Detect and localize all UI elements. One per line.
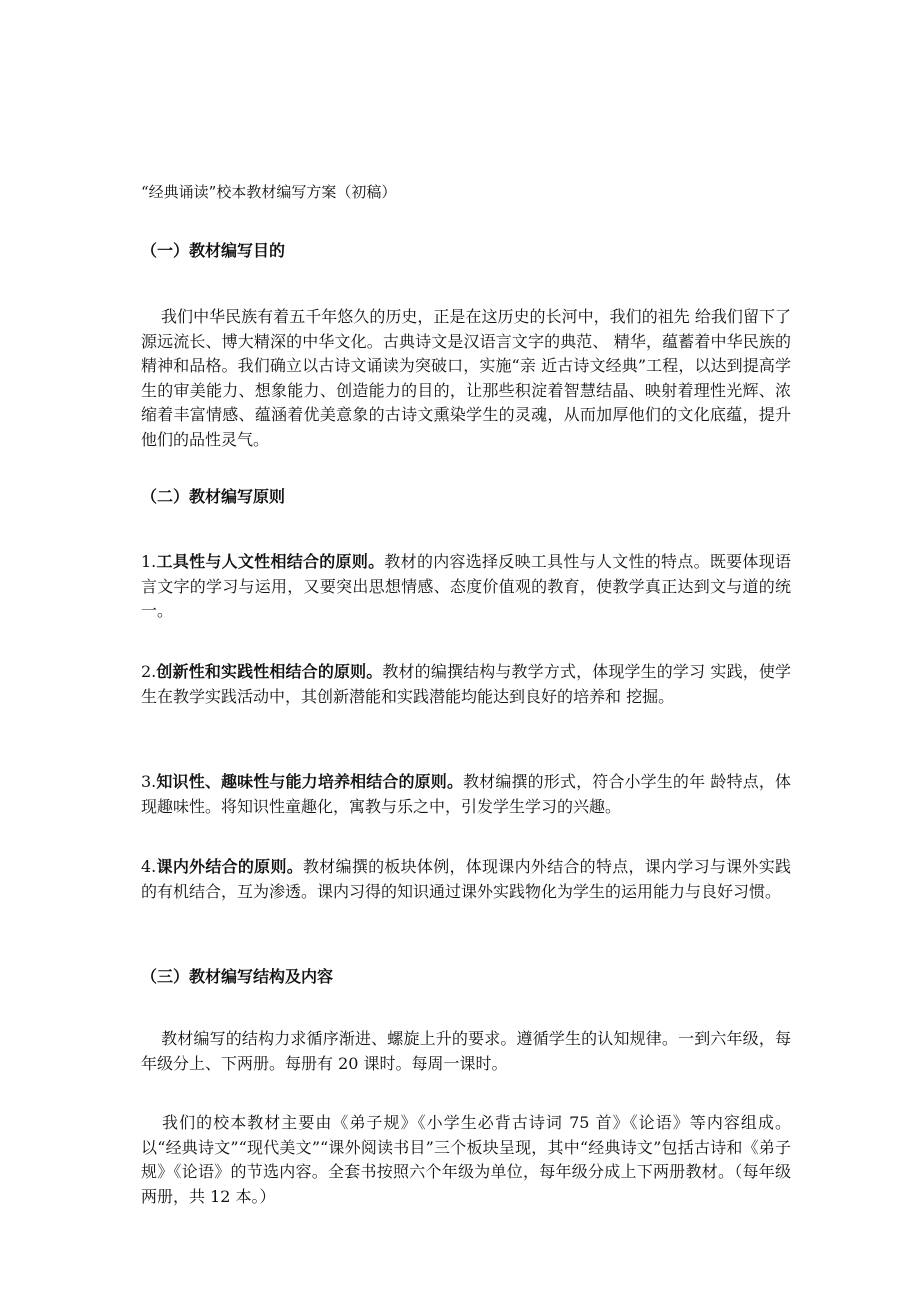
- content-paragraph-text: 我们的校本教材主要由《弟子规》《小学生必背古诗词 75 首》《论语》等内容组成。以“经典诗文”“现代美文”“课外阅读书目”三个板块呈现，其中“经典诗文”包括古诗和《弟子规》《论语》的节选内容。全套书按照六个年级为单位，每年级分成上下两册教材。（每年级两册，共 12 本。）: [141, 1113, 791, 1206]
- purpose-paragraph-text: 我们中华民族有着五千年悠久的历史，正是在这历史的长河中，我们的祖先 给我们留下了源远流长、博大精深的中华文化。古典诗文是汉语言文字的典范、 精华，蕴蓄着中华民族的精神和品格。我们确立以古诗文诵读为突破口，实施“亲 近古诗文经典”工程，以达到提高学生的审美能力、想象能力、创造能力的目的，让那些积淀着智慧结晶、映射着理性光辉、浓缩着丰富情感、蕴涵着优美意象的古诗文熏染学生的灵魂，从而加厚他们的文化底蕴，提升他们的品性灵气。: [141, 307, 791, 449]
- content-paragraph: [141, 1111, 791, 1209]
- principle-body: 教材的内容选择反映工具性与人文性的特点。既要体现语言文字的学习与运用，又要突出思想情感、态度价值观的教育，使教学真正达到文与道的统一。: [141, 552, 791, 620]
- principle-item: [141, 770, 791, 819]
- section-heading-purpose: （一）教材编写目的: [141, 241, 286, 260]
- principle-body: 教材的编撰结构与教学方式，体现学生的学习 实践，使学生在教学实践活动中，其创新潜能和实践潜能均能达到良好的培养和 挖掘。: [141, 662, 791, 706]
- principle-number: 4.: [141, 857, 157, 876]
- principle-item: [141, 855, 791, 904]
- section-heading-structure: （三）教材编写结构及内容: [141, 967, 334, 986]
- principle-number: 2.: [141, 662, 157, 681]
- principle-body: 教材编撰的板块体例，体现课内外结合的特点，课内学习与课外实践的有机结合，互为渗透。课内习得的知识通过课外实践物化为学生的运用能力与良好习惯。: [141, 857, 791, 901]
- purpose-paragraph: [141, 305, 791, 452]
- principle-item: [141, 660, 791, 709]
- principle-title: 创新性和实践性相结合的原则。: [156, 662, 383, 681]
- structure-paragraph: [141, 1027, 791, 1076]
- principle-number: 3.: [141, 772, 157, 791]
- principle-number: 1.: [141, 552, 157, 571]
- section-heading-principles: （二）教材编写原则: [141, 487, 286, 506]
- principle-item: [141, 550, 791, 624]
- principle-body: 教材编撰的形式，符合小学生的年 龄特点，体现趣味性。将知识性童趣化，寓教与乐之中，引发学生学习的兴趣。: [141, 772, 791, 816]
- principle-title: 课内外结合的原则。: [156, 857, 304, 876]
- principle-title: 知识性、趣味性与能力培养相结合的原则。: [156, 772, 464, 791]
- principle-title: 工具性与人文性相结合的原则。: [156, 552, 385, 571]
- structure-paragraph-text: 教材编写的结构力求循序渐进、螺旋上升的要求。遵循学生的认知规律。一到六年级，每年级分上、下两册。每册有 20 课时。每周一课时。: [141, 1029, 791, 1073]
- document-title: “经典诵读”校本教材编写方案（初稿）: [141, 183, 397, 201]
